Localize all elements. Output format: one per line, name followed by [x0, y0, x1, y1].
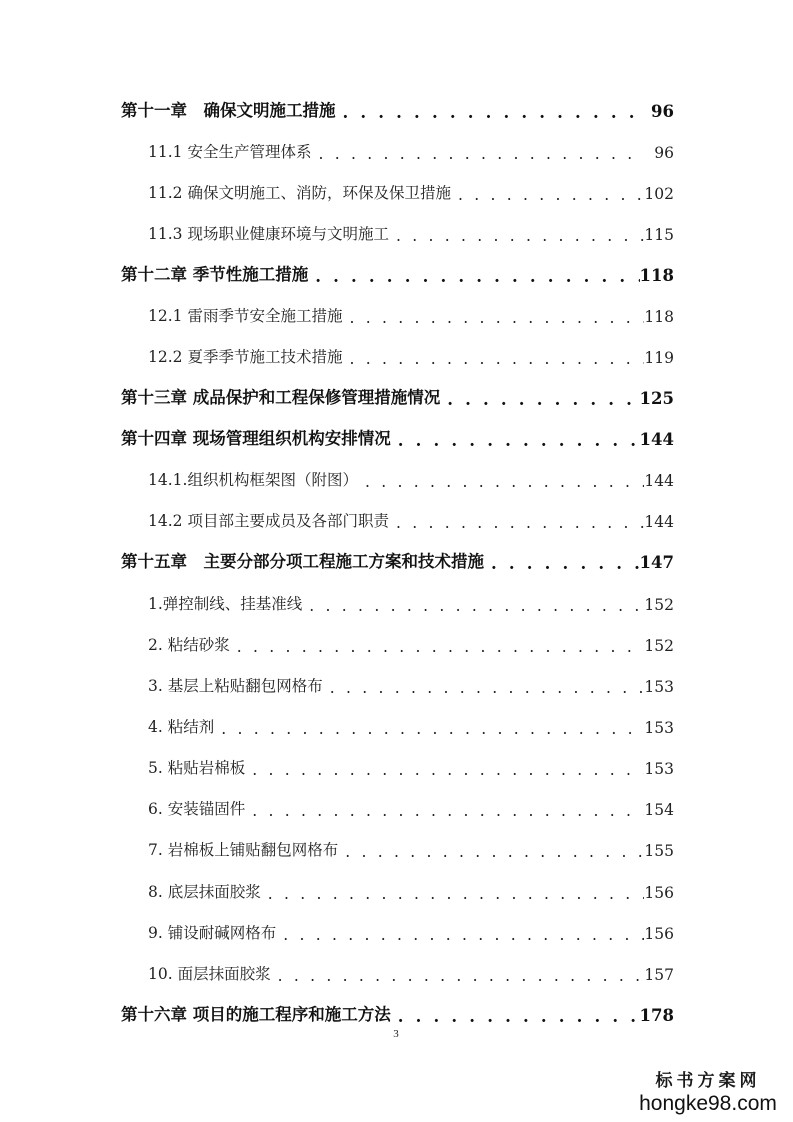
toc-entry [148, 588, 674, 614]
toc-entry-title: 第十六章 项目的施工程序和施工方法 [121, 1005, 391, 1024]
dot-leader [265, 887, 644, 903]
toc-entry-title: 3. 基层上粘贴翻包网格布 [148, 677, 323, 695]
dot-leader [346, 352, 644, 368]
watermark [633, 1066, 783, 1116]
page-number: 3 [393, 1028, 399, 1040]
toc-entry-title: 1.弹控制线、挂基准线 [148, 595, 303, 613]
dot-leader [342, 845, 644, 861]
toc-entry-page: 157 [644, 966, 674, 984]
toc-entry [121, 382, 674, 408]
toc-entry-page: 144 [639, 430, 674, 449]
toc-entry-page: 118 [644, 308, 674, 326]
toc-entry-title: 14.1.组织机构框架图（附图） [148, 471, 358, 489]
toc-entry-title: 6. 安装锚固件 [148, 800, 246, 818]
toc-entry-page: 144 [644, 513, 674, 531]
toc-entry [148, 177, 674, 203]
toc-entry [148, 670, 674, 696]
toc-entry [148, 629, 674, 655]
toc-entry-page: 96 [654, 144, 674, 162]
toc-entry [121, 259, 674, 285]
dot-leader [249, 804, 644, 820]
toc-entry-page: 96 [651, 102, 674, 121]
toc-entry-page: 152 [644, 637, 674, 655]
toc-entry-title: 10. 面层抹面胶浆 [148, 965, 271, 983]
toc-entry [148, 218, 674, 244]
toc-entry-page: 102 [644, 185, 674, 203]
toc-entry [148, 834, 674, 860]
toc-entry-page: 154 [644, 801, 674, 819]
dot-leader [444, 392, 639, 409]
toc-entry-page: 147 [639, 553, 674, 572]
dot-leader [312, 269, 639, 286]
dot-leader [234, 640, 644, 656]
toc-entry-title: 11.2 确保文明施工、消防，环保及保卫措施 [148, 184, 451, 202]
toc-entry [148, 505, 674, 531]
dot-leader [315, 147, 644, 163]
toc-entry-page: 118 [639, 266, 674, 285]
toc-entry [148, 464, 674, 490]
toc-entry-title: 第十一章 确保文明施工措施 [121, 101, 336, 120]
toc-entry-title: 第十五章 主要分部分项工程施工方案和技术措施 [121, 552, 484, 571]
toc-entry-page: 153 [644, 719, 674, 737]
toc-entry-title: 14.2 项目部主要成员及各部门职责 [148, 512, 389, 530]
toc-entry-title: 第十二章 季节性施工措施 [121, 265, 309, 284]
toc-entry-page: 156 [644, 884, 674, 902]
toc-entry-title: 12.1 雷雨季节安全施工措施 [148, 307, 343, 325]
toc-entry-page: 156 [644, 925, 674, 943]
dot-leader [455, 188, 644, 204]
toc-entry [148, 341, 674, 367]
watermark-url: hongke98.com [639, 1092, 777, 1115]
dot-leader [275, 969, 644, 985]
toc-entry [121, 423, 674, 449]
toc-entry-title: 9. 铺设耐碱网格布 [148, 924, 277, 942]
toc-entry-page: 125 [639, 389, 674, 408]
toc-entry [148, 793, 674, 819]
toc-entry [148, 876, 674, 902]
toc-entry-page: 119 [644, 349, 674, 367]
toc-entry-title: 第十三章 成品保护和工程保修管理措施情况 [121, 388, 441, 407]
toc-entry [148, 300, 674, 326]
dot-leader [393, 516, 644, 532]
toc-entry-page: 153 [644, 678, 674, 696]
toc-entry-title: 11.1 安全生产管理体系 [148, 143, 312, 161]
dot-leader [362, 475, 644, 491]
toc-entry [148, 958, 674, 984]
toc-entry-page: 153 [644, 760, 674, 778]
dot-leader [306, 599, 644, 615]
dot-leader [340, 105, 645, 122]
toc-entry-title: 5. 粘贴岩棉板 [148, 759, 246, 777]
watermark-name: 标书方案网 [655, 1071, 761, 1091]
toc-entry [148, 752, 674, 778]
toc-entry-title: 11.3 现场职业健康环境与文明施工 [148, 225, 389, 243]
toc-entry-title: 2. 粘结砂浆 [148, 636, 230, 654]
dot-leader [393, 229, 644, 245]
dot-leader [395, 1009, 640, 1026]
toc-entry-page: 178 [639, 1006, 674, 1025]
dot-leader [346, 311, 644, 327]
toc-entry [121, 546, 674, 572]
dot-leader [395, 433, 640, 450]
toc-entry-title: 4. 粘结剂 [148, 718, 215, 736]
toc-entry [121, 95, 674, 121]
toc-entry-title: 第十四章 现场管理组织机构安排情况 [121, 429, 391, 448]
toc-entry [121, 999, 674, 1025]
toc-entry-title: 8. 底层抹面胶浆 [148, 883, 261, 901]
dot-leader [327, 681, 644, 697]
toc-entry-page: 144 [644, 472, 674, 490]
toc-entry-page: 152 [644, 596, 674, 614]
toc-entry [148, 136, 674, 162]
dot-leader [280, 928, 644, 944]
toc-entry-page: 155 [644, 842, 674, 860]
dot-leader [488, 556, 640, 573]
dot-leader [218, 722, 644, 738]
dot-leader [249, 763, 644, 779]
toc-entry-page: 115 [644, 226, 674, 244]
toc-entry [148, 711, 674, 737]
toc-entry-title: 12.2 夏季季节施工技术措施 [148, 348, 343, 366]
toc-entry [148, 917, 674, 943]
toc-entry-title: 7. 岩棉板上铺贴翻包网格布 [148, 841, 339, 859]
